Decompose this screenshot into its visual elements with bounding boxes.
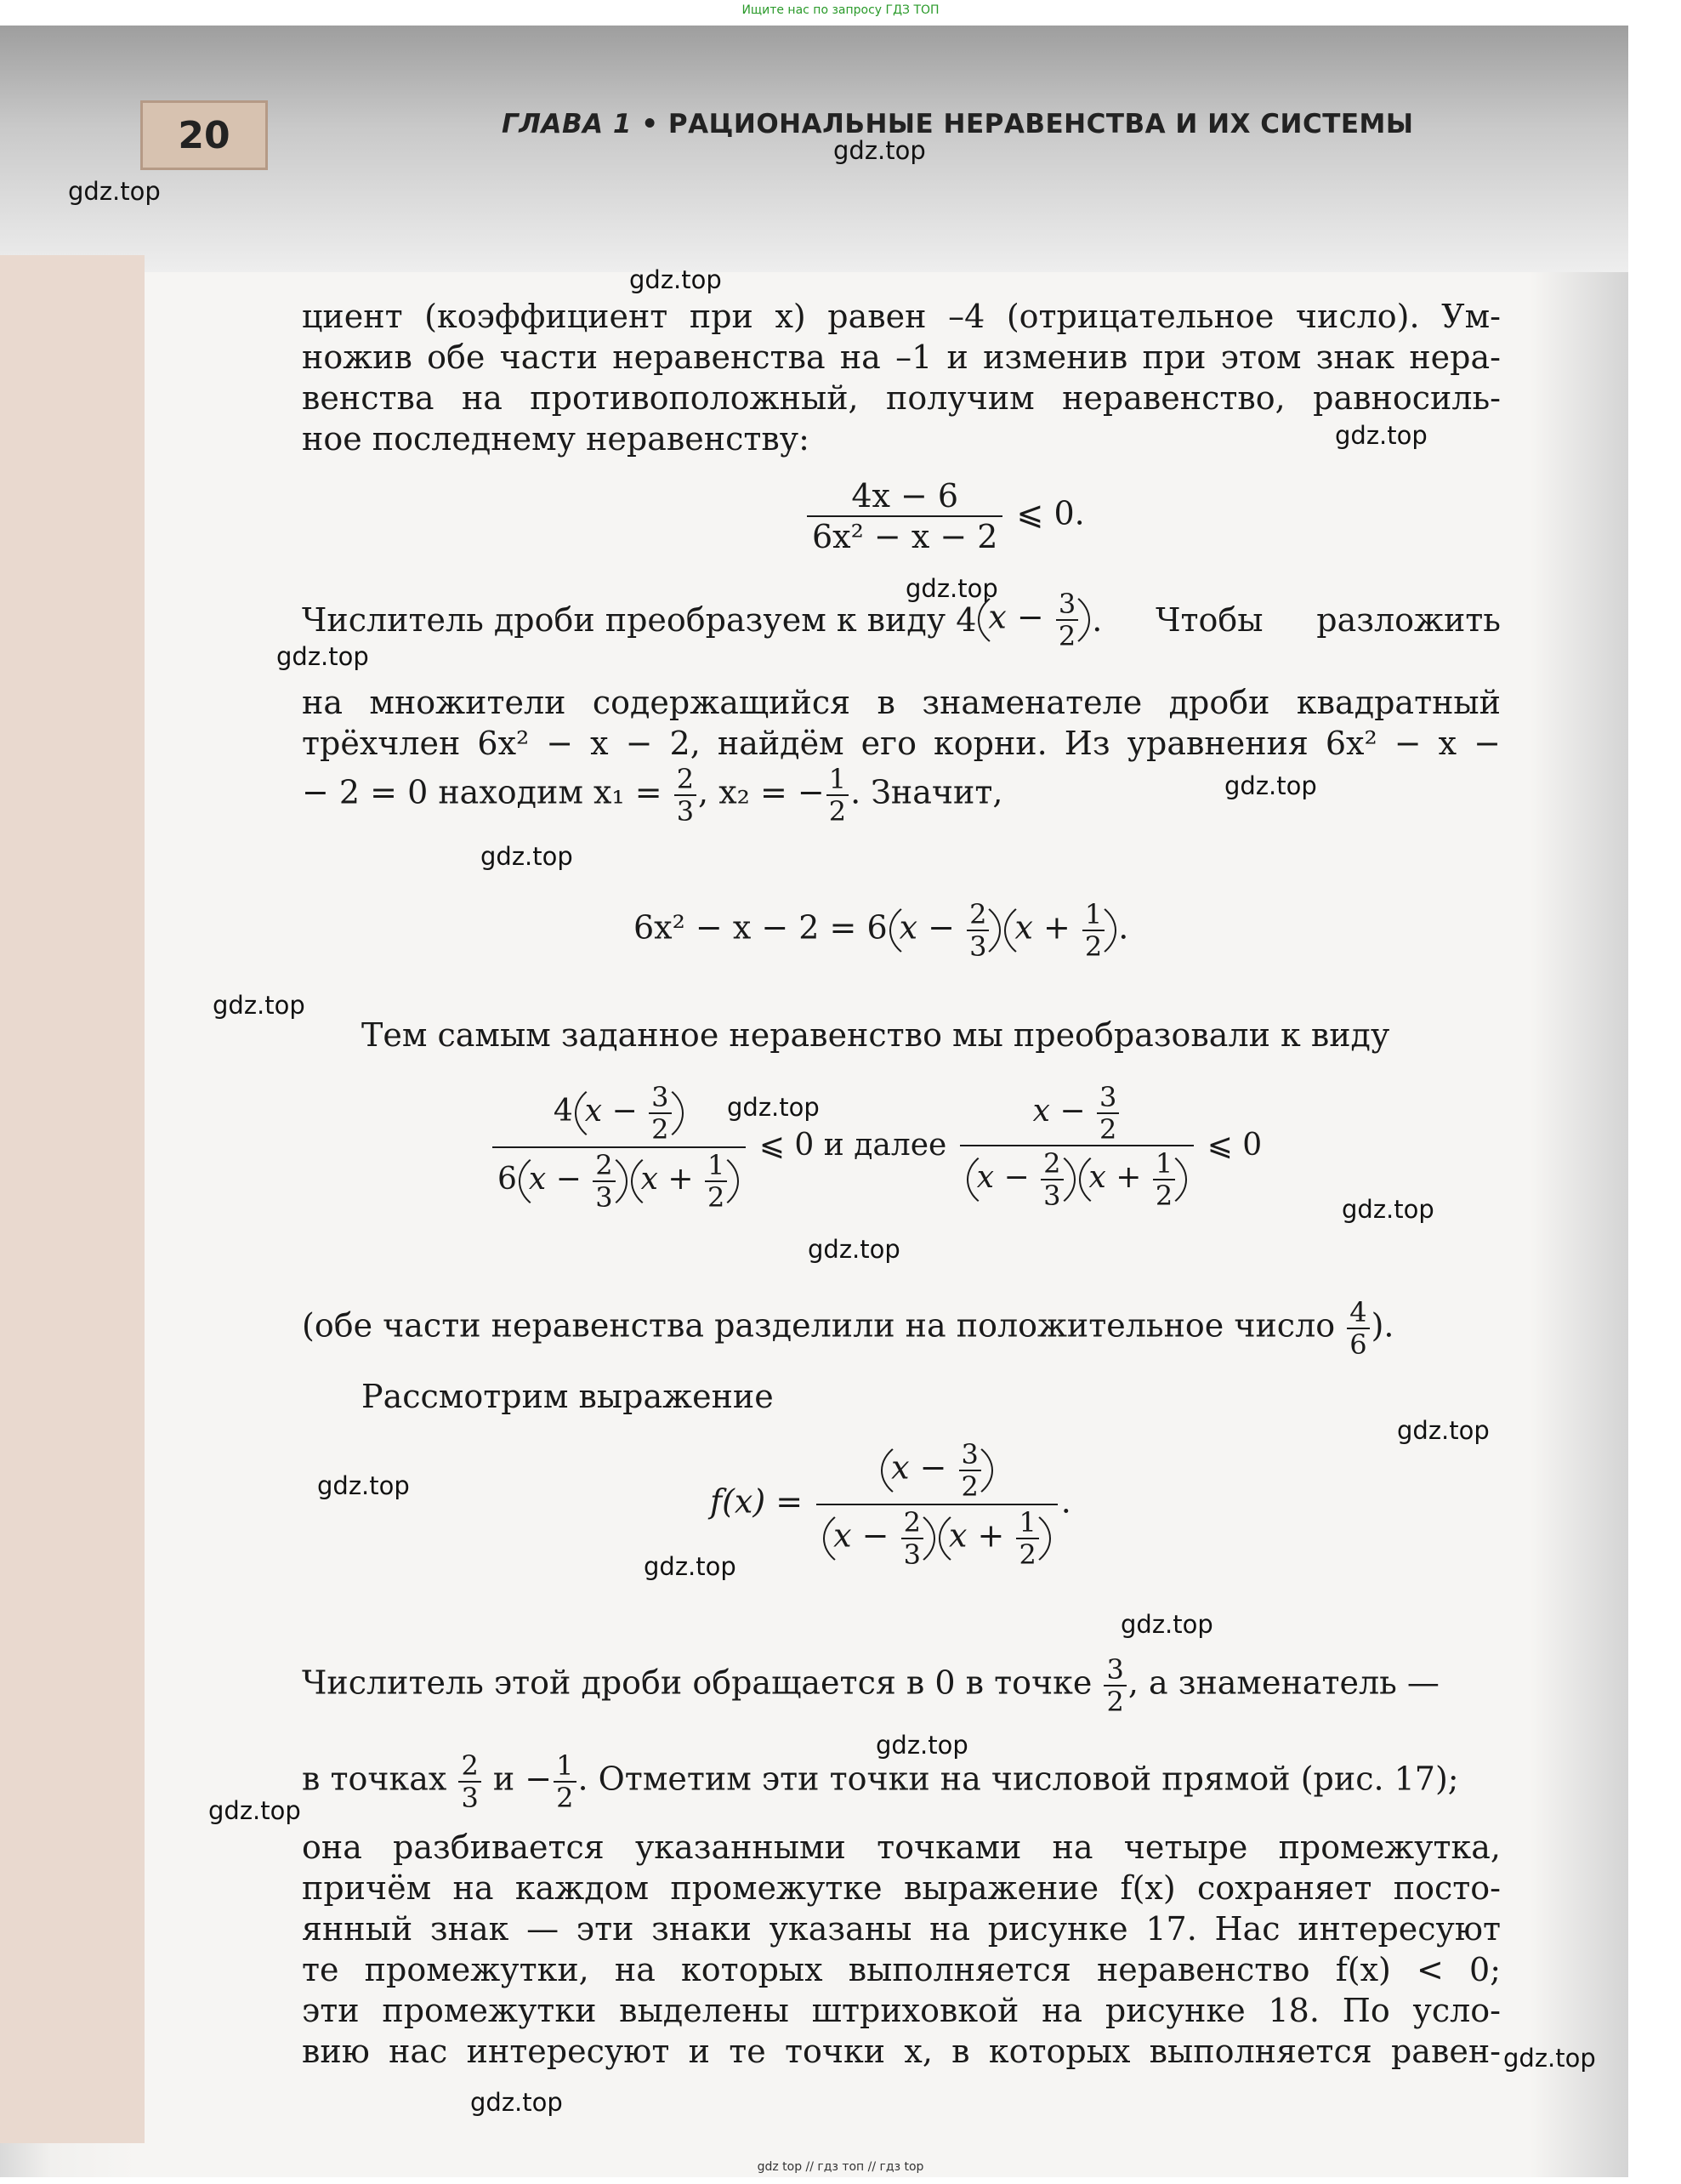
site-note: Ищите нас по запросу ГДЗ ТОП xyxy=(741,3,940,17)
watermark: gdz.top xyxy=(644,1552,736,1581)
site-footer-note: gdz top // гдз топ // гдз top xyxy=(757,2160,924,2174)
watermark: gdz.top xyxy=(629,265,722,294)
fraction: $\frac{4x - 6}{\text{6x² − x − 2}}$ xyxy=(807,476,1002,556)
text-line: Числитель этой дроби обращается в 0 в точке $\frac{3}{2}$ , а знаменатель — xyxy=(302,1653,1440,1718)
parenthesis-group: x − $\frac{3}{2}$ xyxy=(978,587,1090,653)
watermark: gdz.top xyxy=(1335,421,1428,450)
text-line: ножив обе части неравенства на –1 и изменив при этом знак нера- xyxy=(302,338,1501,376)
watermark: gdz.top xyxy=(833,136,926,165)
text-line: (обе части неравенства разделили на положительное число $\frac{4}{6}$ ). xyxy=(302,1296,1394,1361)
text-line: те промежутки, на которых выполняется неравенство f(x) < 0; xyxy=(302,1951,1501,1988)
chapter-title: РАЦИОНАЛЬНЫЕ НЕРАВЕНСТВА И ИХ СИСТЕМЫ xyxy=(667,109,1414,139)
watermark: gdz.top xyxy=(470,2088,563,2117)
watermark: gdz.top xyxy=(1121,1610,1213,1639)
watermark: gdz.top xyxy=(208,1796,301,1825)
formula-factorization: 6x² − x − 2 = 6 x − $\frac{2}{3}$ x + $\frac{1}{2}$ . xyxy=(633,898,1129,963)
header-bullet: • xyxy=(641,109,659,139)
text-line: циент (коэффициент при x) равен –4 (отрицательное число). Ум- xyxy=(302,298,1501,335)
watermark: gdz.top xyxy=(68,177,161,206)
watermark: gdz.top xyxy=(1397,1416,1490,1445)
watermark: gdz.top xyxy=(317,1471,410,1500)
watermark: gdz.top xyxy=(1342,1195,1434,1224)
chapter-header xyxy=(502,109,1414,139)
text-line: Числитель дроби преобразуем к виду 4 x − $\frac{3}{2}$ . Чтобы разложить xyxy=(302,588,1501,652)
text-line: причём на каждом промежутке выражение f(x) сохраняет посто- xyxy=(302,1869,1501,1907)
text-line: эти промежутки выделены штриховкой на рисунке 18. По усло- xyxy=(302,1992,1501,2029)
text-line: янный знак — эти знаки указаны на рисунке 17. Нас интересуют xyxy=(302,1910,1501,1948)
watermark: gdz.top xyxy=(876,1731,968,1760)
watermark: gdz.top xyxy=(276,642,369,671)
watermark: gdz.top xyxy=(906,574,998,603)
formula-inequality-1: $\frac{4x - 6}{\text{6x² − x − 2}}$ ⩽ 0. xyxy=(804,476,1085,556)
text-line: венства на противоположный, получим неравенство, равносиль- xyxy=(302,379,1501,417)
formula-inequality-2: 4 x − $\frac{3}{2}$ 6 x − $\frac{2}{3}$ x + $\frac{1}{2}$ ⩽ 0 и далее x − $\frac{3}{2}$ x − $\frac{2}{3}$ x + $\frac{1}{2}$ ⩽ 0 xyxy=(489,1080,1262,1214)
text-line: трёхчлен 6x² − x − 2, найдём его корни. Из уравнения 6x² − x − xyxy=(302,725,1501,762)
chapter-label: ГЛАВА 1 xyxy=(502,109,632,139)
text-line: ное последнему неравенству: xyxy=(302,420,809,458)
watermark: gdz.top xyxy=(1224,771,1317,800)
text-line: в точках $\frac{2}{3}$ и − $\frac{1}{2}$ . Отметим эти точки на числовой прямой (рис. 17); xyxy=(302,1749,1459,1814)
text-line: на множители содержащийся в знаменателе дроби квадратный xyxy=(302,684,1501,721)
page-number: 20 xyxy=(140,100,268,170)
text-line: Тем самым заданное неравенство мы преобразовали к виду xyxy=(361,1016,1390,1054)
watermark: gdz.top xyxy=(808,1235,900,1264)
text-line: − 2 = 0 находим x₁ = $\frac{2}{3}$ , x₂ = − $\frac{1}{2}$ . Значит, xyxy=(302,763,1003,828)
text-line: вию нас интересуют и те точки x, в которых выполняется равен- xyxy=(302,2033,1501,2070)
margin-bar xyxy=(0,255,145,2143)
watermark: gdz.top xyxy=(1503,2044,1596,2073)
watermark: gdz.top xyxy=(480,842,573,871)
text-line: Рассмотрим выражение xyxy=(361,1378,774,1415)
watermark: gdz.top xyxy=(727,1093,820,1122)
formula-function-definition: f(x) = x − $\frac{3}{2}$ x − $\frac{2}{3}$ x + $\frac{1}{2}$ . xyxy=(710,1438,1071,1571)
text-line: она разбивается указанными точками на четыре промежутка, xyxy=(302,1829,1501,1866)
watermark: gdz.top xyxy=(213,991,305,1020)
